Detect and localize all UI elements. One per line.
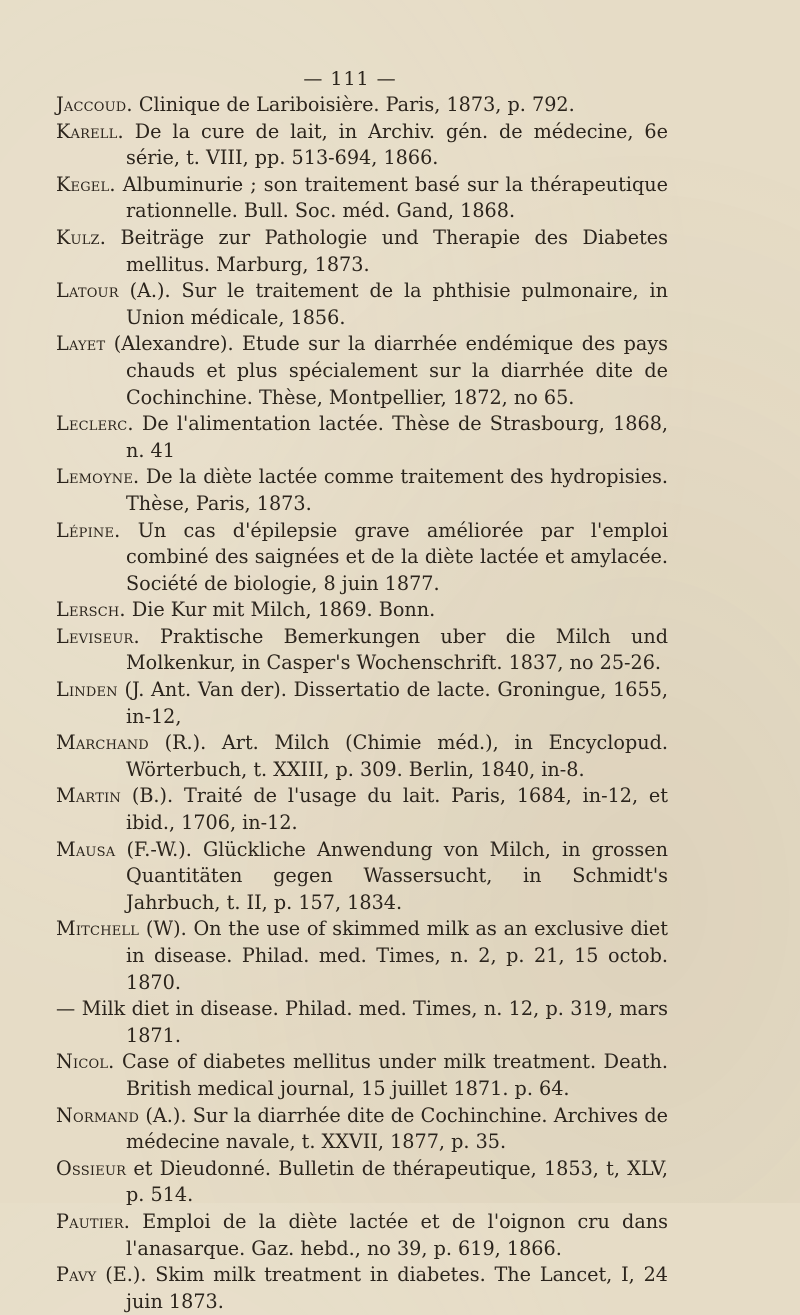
- entry-author: Martin: [56, 784, 121, 808]
- bibliography-entry: [56, 730, 668, 783]
- entry-author: Lépine.: [56, 518, 121, 542]
- entry-author: Lemoyne.: [56, 465, 140, 489]
- bibliography-entry: [56, 225, 668, 278]
- bibliography-entry: [56, 1049, 668, 1102]
- bibliography-entry: [56, 1103, 668, 1156]
- bibliography-entry: [56, 278, 668, 331]
- bibliography-entry: [56, 916, 668, 996]
- bibliography-entry: [56, 1262, 668, 1315]
- entry-author: Linden: [56, 678, 118, 702]
- entry-author: Leclerc.: [56, 412, 134, 436]
- bibliography-entry: [56, 624, 668, 677]
- bibliography-entry: [56, 331, 668, 411]
- bibliography-entry: [56, 518, 668, 598]
- entry-author: Karell.: [56, 119, 124, 143]
- entry-text: (R.). Art. Milch (Chimie méd.), in Encyclopud. Wörterbuch, t. XXIII, p. 309. Berlin, 1840, in-8.: [126, 731, 668, 781]
- entry-author: Mitchell: [56, 917, 140, 941]
- entry-text: Milk diet in disease. Philad. med. Times, n. 12, p. 319, mars 1871.: [81, 997, 668, 1047]
- entry-author: Leviseur.: [56, 624, 140, 648]
- entry-author: Kulz.: [56, 225, 107, 249]
- entry-text: (W). On the use of skimmed milk as an exclusive diet in disease. Philad. med. Times, n. 2, p. 21, 15 octob. 1870.: [126, 917, 668, 994]
- entry-author: Marchand: [56, 731, 149, 755]
- entry-author: Ossieur: [56, 1156, 127, 1180]
- page-number: — 111 —: [303, 68, 397, 90]
- bibliography-entry: [56, 172, 668, 225]
- bibliography-entry: [56, 92, 668, 119]
- entry-text: (A.). Sur le traitement de la phthisie pulmonaire, in Union médicale, 1856.: [126, 279, 668, 329]
- bibliography-entry: [56, 464, 668, 517]
- entry-author: Latour: [56, 279, 119, 303]
- entry-text: (B.). Traité de l'usage du lait. Paris, 1684, in-12, et ibid., 1706, in-12.: [126, 784, 668, 835]
- bibliography-entry: [56, 1209, 668, 1262]
- entry-author: Layet: [56, 332, 106, 356]
- bibliography-entry: [56, 783, 668, 836]
- bibliography-list: [56, 92, 668, 1315]
- bibliography-entry: [56, 597, 668, 624]
- entry-text: (E.). Skim milk treatment in diabetes. The Lancet, I, 24 juin 1873.: [105, 1263, 669, 1313]
- entry-text: (F.-W.). Glückliche Anwendung von Milch, in grossen Quantitäten gegen Wassersucht, in Schmidt's Jahrbuch, t. II, p. 157, 1834.: [126, 837, 668, 914]
- entry-text: Praktische Bemerkungen uber die Milch und Molkenkur, in Casper's Wochenschrift. 1837, no 25-26.: [126, 624, 668, 675]
- entry-author: Pavy: [56, 1263, 97, 1287]
- bibliography-entry: [56, 1156, 668, 1209]
- entry-text: Un cas d'épilepsie grave améliorée par l'emploi combiné des saignées et de la diète lactée et amylacée. Société de biologie, 8 juin 1877.: [126, 518, 668, 595]
- entry-text: Beiträge zur Pathologie und Therapie des Diabetes mellitus. Marburg, 1873.: [120, 225, 668, 276]
- entry-text: De l'alimentation lactée. Thèse de Strasbourg, 1868, n. 41: [126, 412, 668, 462]
- bibliography-entry: [56, 411, 668, 464]
- entry-author: Mausa: [56, 837, 116, 861]
- entry-author: Kegel.: [56, 172, 116, 196]
- entry-text: Emploi de la diète lactée et de l'oignon cru dans l'anasarque. Gaz. hebd., no 39, p. 619, 1866.: [126, 1209, 668, 1260]
- entry-author: Pautier.: [56, 1209, 131, 1233]
- entry-text: Case of diabetes mellitus under milk treatment. Death. British medical journal, 15 juillet 1871. p. 64.: [122, 1050, 668, 1100]
- entry-author: Lersch.: [56, 598, 126, 622]
- entry-text: (Alexandre). Etude sur la diarrhée endémique des pays chauds et plus spécialement sur la diarrhée dite de Cochinchine. Thèse, Montpellier, 1872, no 65.: [113, 332, 669, 409]
- bibliography-entry: [56, 677, 668, 730]
- entry-text: De la cure de lait, in Archiv. gén. de médecine, 6e série, t. VIII, pp. 513-694, 1866.: [126, 119, 668, 170]
- entry-author: —: [56, 997, 76, 1021]
- entry-text: Clinique de Lariboisière. Paris, 1873, p. 792.: [138, 93, 575, 116]
- entry-text: Die Kur mit Milch, 1869. Bonn.: [131, 598, 436, 622]
- entry-text: De la diète lactée comme traitement des hydropisies. Thèse, Paris, 1873.: [126, 465, 668, 515]
- bibliography-entry: [56, 996, 668, 1049]
- entry-author: Normand: [56, 1103, 140, 1127]
- entry-text: Albuminurie ; son traitement basé sur la thérapeutique rationnelle. Bull. Soc. méd. Gand, 1868.: [122, 172, 668, 223]
- entry-text: et Dieudonné. Bulletin de thérapeutique, 1853, t, XLV, p. 514.: [126, 1156, 668, 1207]
- entry-text: (J. Ant. Van der). Dissertatio de lacte. Groningue, 1655, in-12,: [124, 678, 668, 728]
- entry-text: (A.). Sur la diarrhée dite de Cochinchine. Archives de médecine navale, t. XXVII, 1877, p. 35.: [126, 1103, 668, 1154]
- entry-author: Jaccoud.: [56, 93, 133, 116]
- bibliography-entry: [56, 119, 668, 172]
- entry-author: Nicol.: [56, 1050, 115, 1074]
- bibliography-entry: [56, 837, 668, 917]
